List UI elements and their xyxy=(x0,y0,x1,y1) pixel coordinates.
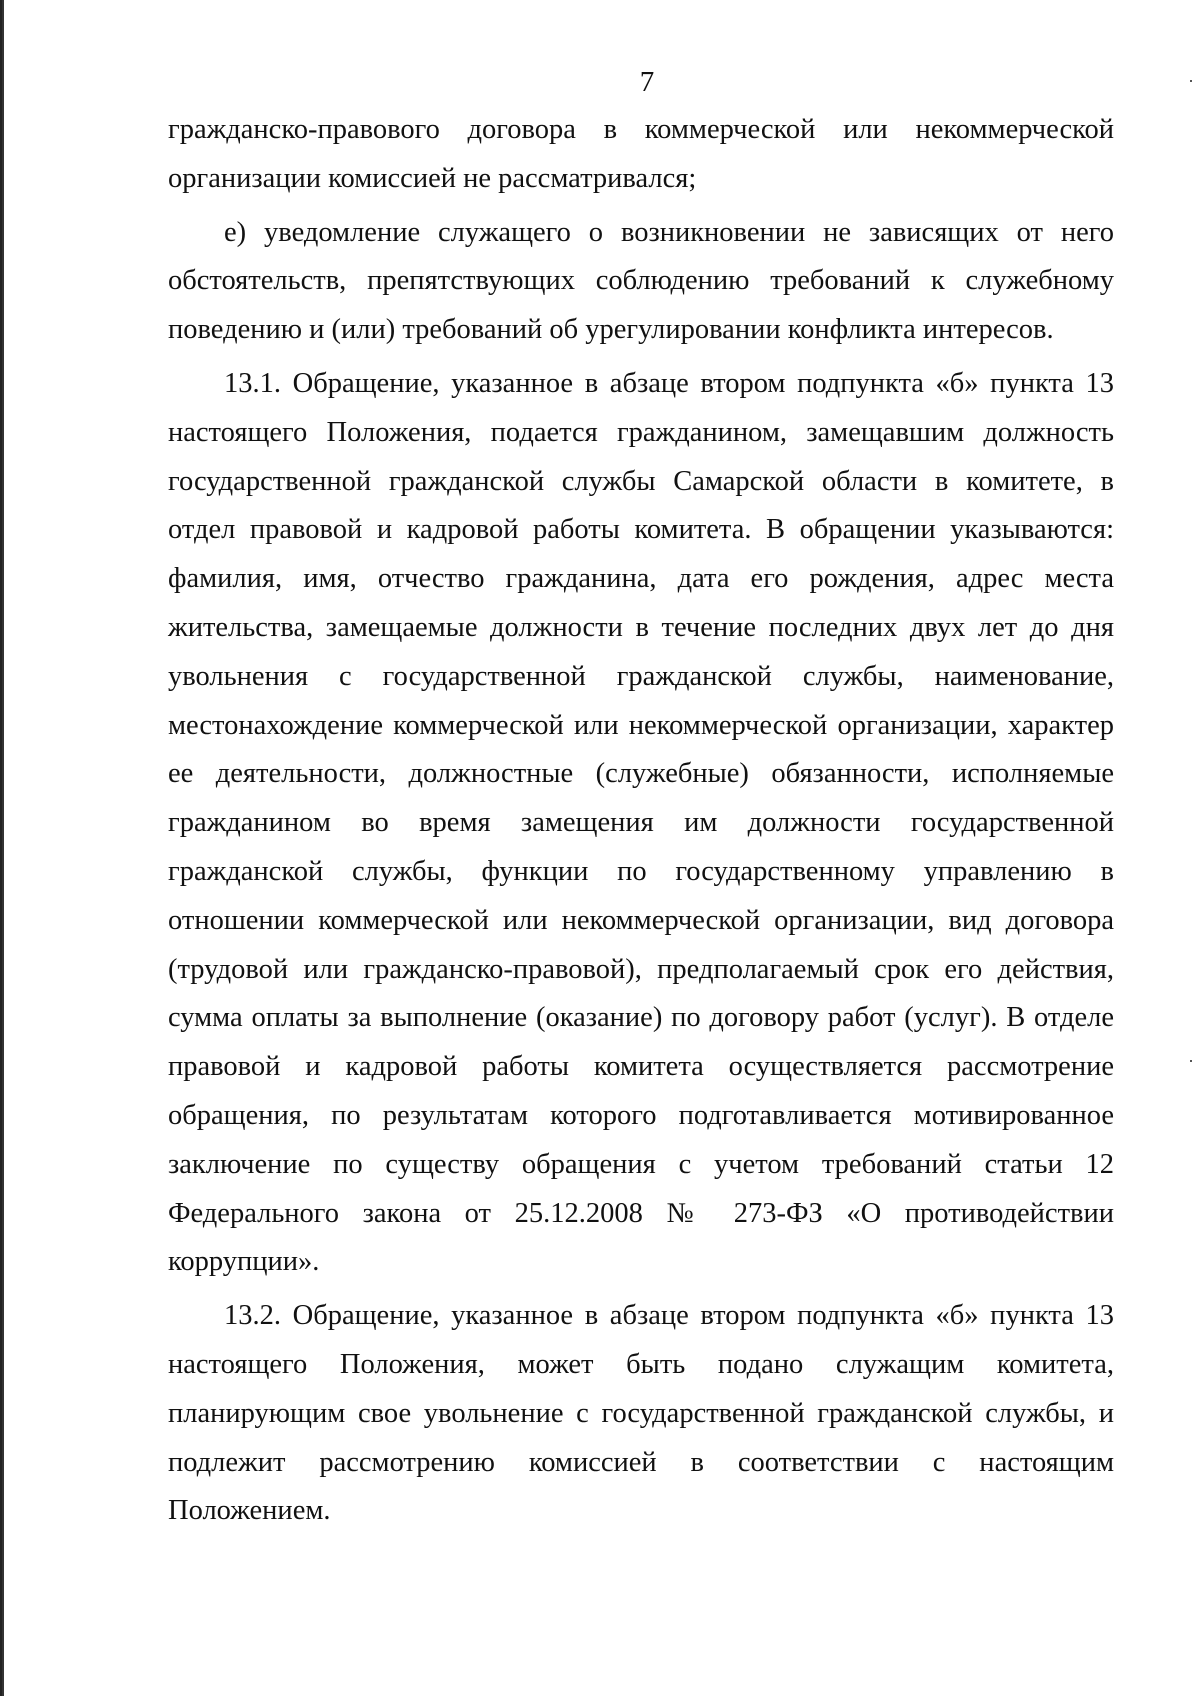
paragraph-13-1: 13.1. Обращение, указанное в абзаце втором подпункта «б» пункта 13 настоящего Положения, подается гражданином, замещавшим должность государственной гражданской службы Самарской области в комитете, в отдел правовой и кадровой работы комитета. В обращении указываются: фамилия, имя, отчество гражданина, дата его рождения, адрес места жительства, замещаемые должности в течение последних двух лет до дня увольнения с государственной гражданской службы, наименование, местонахождение коммерческой или некоммерческой организации, характер ее деятельности, должностные (служебные) обязанности, исполняемые гражданином во время замещения им должности государственной гражданской службы, функции по государственному управлению в отношении коммерческой или некоммерческой организации, вид договора (трудовой или гражданско-правовой), предполагаемый срок его действия, сумма оплаты за выполнение (оказание) по договору работ (услуг). В отделе правовой и кадровой работы комитета осуществляется рассмотрение обращения, по результатам которого подготавливается мотивированное заключение по существу обращения с учетом требований статьи 12 Федерального закона от 25.12.2008 № 273-ФЗ «О противодействии коррупции». xyxy=(168,367,1114,1278)
paragraph-item-e: е) уведомление служащего о возникновении не зависящих от него обстоятельств, препятствующих соблюдению требований к служебному поведению и (или) требований об урегулировании конфликта интересов. xyxy=(168,216,1114,346)
paragraph-continuation: гражданско-правового договора в коммерческой или некоммерческой организации комиссией не рассматривался; xyxy=(168,114,1114,194)
document-body xyxy=(168,106,1114,1536)
scan-edge-line xyxy=(2,0,4,1696)
paragraph-13-2: 13.2. Обращение, указанное в абзаце втором подпункта «б» пункта 13 настоящего Положения, может быть подано служащим комитета, планирующим свое увольнение с государственной гражданской службы, и подлежит рассмотрению комиссией в соответствии с настоящим Положением. xyxy=(168,1300,1114,1527)
page-number: 7 xyxy=(639,66,655,98)
scan-speck xyxy=(1190,1060,1192,1062)
scan-speck xyxy=(1190,80,1192,82)
